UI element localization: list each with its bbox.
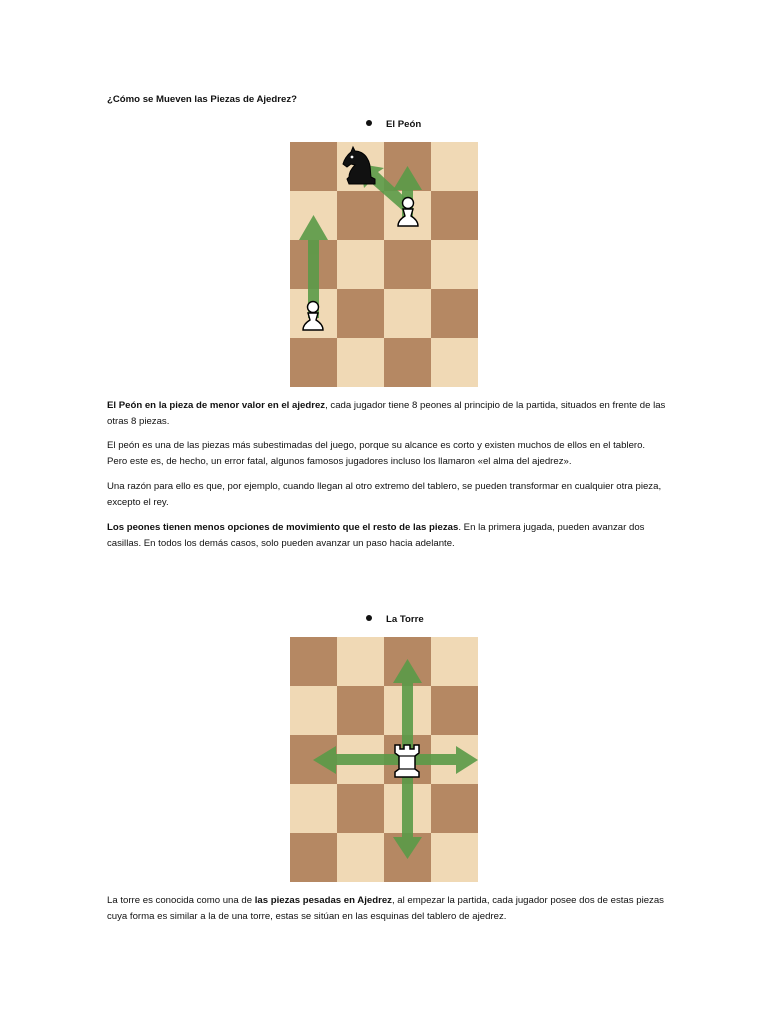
rook-p1-bold: las piezas pesadas en Ajedrez xyxy=(254,895,392,906)
pawn-paragraph-2: El peón es una de las piezas más subestimadas del juego, porque su alcance es corto y existen muchos de ellos en el tablero. Pero este es, de hecho, un error fatal, algunos famosos jugadores incluso los llamaron «el alma del ajedrez». xyxy=(107,440,646,467)
black-knight-icon xyxy=(343,147,375,184)
pawn-paragraph-3: Una razón para ello es que, por ejemplo, cuando llegan al otro extremo del tablero, se pueden transformar en cualquier otra pieza, excepto el rey. xyxy=(107,481,662,508)
rook-heading-text: La Torre xyxy=(386,614,424,625)
rook-moves-overlay xyxy=(290,637,478,882)
page-title: ¿Cómo se Mueven las Piezas de Ajedrez? xyxy=(107,94,297,105)
rook-diagram-board xyxy=(290,637,478,882)
rook-p1-start: La torre es conocida como una de xyxy=(107,895,255,906)
pawn-paragraph-1 xyxy=(107,398,667,430)
pawn-p1-text: , cada jugador tiene 8 peones al principio de la partida, situados en frente de las otras 8 piezas. xyxy=(107,400,666,427)
pawn-p4-text: . En la primera jugada, pueden avanzar dos casillas. En todos los demás casos, solo pueden avanzar un paso hacia adelante. xyxy=(107,522,645,549)
pawn-heading xyxy=(366,119,421,130)
rook-p1-text: , al empezar la partida, cada jugador posee dos de estas piezas cuya forma es similar a la de una torre, estas se sitúan en las esquinas del tablero de ajedrez. xyxy=(107,895,664,922)
white-pawn-icon xyxy=(303,302,323,331)
rook-paragraph-1 xyxy=(107,893,667,925)
white-rook-icon xyxy=(395,745,419,777)
pawn-p4-bold: Los peones tienen menos opciones de movimiento que el resto de las piezas xyxy=(107,522,459,533)
pawn-diagram-board xyxy=(290,142,478,387)
bullet-dot xyxy=(366,120,372,126)
pawn-paragraph-4 xyxy=(107,520,667,552)
pawn-moves-overlay xyxy=(290,142,478,387)
bullet-dot xyxy=(366,615,372,621)
rook-heading xyxy=(366,614,424,625)
pawn-p1-bold: El Peón en la pieza de menor valor en el ajedrez xyxy=(107,400,326,411)
pawn-heading-text: El Peón xyxy=(386,119,422,130)
